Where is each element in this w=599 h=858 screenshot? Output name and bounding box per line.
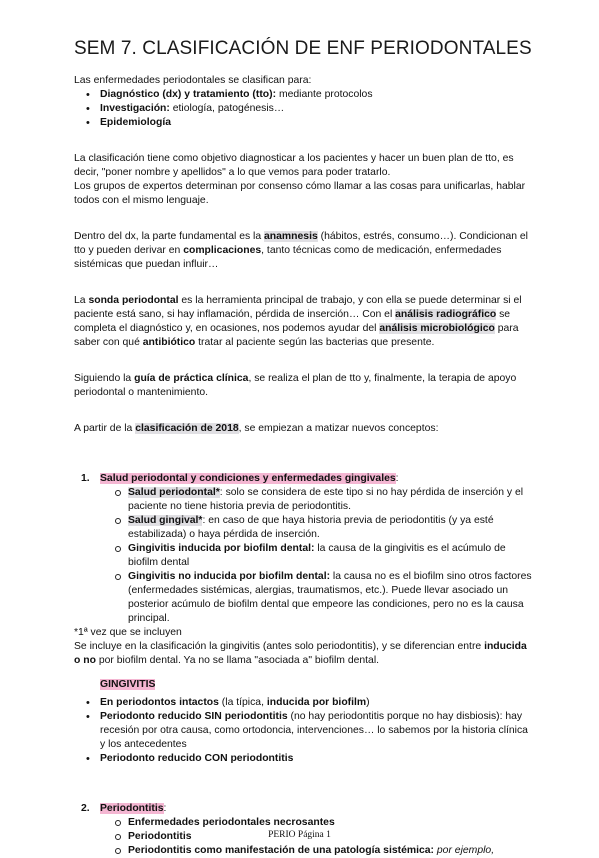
- section-number: 2.: [81, 803, 90, 814]
- page-title: SEM 7. CLASIFICACIÓN DE ENF PERIODONTALES: [74, 38, 532, 59]
- list-item: Enfermedades periodontales necrosantes: [128, 816, 534, 830]
- section-heading: Periodontitis: [100, 803, 164, 814]
- section-1: [74, 472, 534, 626]
- paragraph-2018: A partir de la clasificación de 2018, se empiezan a matizar nuevos conceptos:: [74, 423, 439, 434]
- paragraph-guia: Siguiendo la guía de práctica clínica, se realiza el plan de tto y, finalmente, la terapia de apoyo periodontal o mantenimiento.: [74, 373, 517, 398]
- section-heading: Salud periodontal y condiciones y enfermedades gingivales: [100, 473, 396, 484]
- list-item: • Investigación: etiología, patogénesis…: [100, 102, 534, 116]
- list-item: Periodontitis como manifestación de una patología sistémica: por ejemplo,: [128, 844, 534, 858]
- intro-text: Las enfermedades periodontales se clasifican para:: [74, 75, 312, 86]
- note-first-time: *1ª vez que se incluyen: [74, 627, 182, 638]
- section-number: 1.: [81, 473, 90, 484]
- list-item: Gingivitis inducida por biofilm dental: la causa de la gingivitis es el acúmulo de biofilm dental: [128, 542, 534, 570]
- list-item: • Epidemiología: [100, 116, 534, 130]
- list-item: • Periodonto reducido SIN periodontitis (no hay periodontitis porque no hay disbiosis): hay recesión por otra causa, como ortodoncia, intervenciones… lo sabemos por la historia clínica y los antecedentes: [100, 710, 534, 752]
- paragraph-classification: La clasificación tiene como objetivo diagnosticar a los pacientes y hacer un buen plan de tto, es decir, "poner nombre y apellidos" a lo que vemos para poder tratarlo. Los grupos de expertos determinan por consenso cómo llamar a las cosas para unificarlas, hablar todos con el mismo lenguaje.: [74, 153, 526, 206]
- document-body: [74, 74, 534, 858]
- list-item: Gingivitis no inducida por biofilm dental: la causa no es el biofilm sino otros factores (enfermedades sistémicas, alergias, traumatismos, etc.). Puede llevar asociado un posterior acúmulo de biofilm dental que empeore las condiciones, pero no es la causa principal.: [128, 570, 534, 626]
- gingivitis-heading: GINGIVITIS: [100, 679, 156, 690]
- gingivitis-list: [74, 696, 534, 766]
- page-footer: PERIO Página 1: [268, 830, 331, 840]
- list-item: Salud periodontal*: solo se considera de este tipo si no hay pérdida de inserción y el paciente no tiene historia previa de periodontitis.: [128, 486, 534, 514]
- list-item: • En periodontos intactos (la típica, inducida por biofilm): [100, 696, 534, 710]
- paragraph-anamnesis: Dentro del dx, la parte fundamental es la anamnesis (hábitos, estrés, consumo…). Condicionan el tto y pueden derivar en complicaciones, tanto técnicas como de medicación, enfermedades sistémicas que puedan influir…: [74, 231, 528, 270]
- list-item: Periodontitis: [128, 830, 534, 844]
- intro-list: [74, 88, 534, 130]
- paragraph-sonda: La sonda periodontal es la herramienta principal de trabajo, y con ella se puede determinar si el paciente está sano, si hay inflamación, pérdida de inserción… Con el análisis radiográfico se completa el diagnóstico y, en ocasiones, nos podemos ayudar del análisis microbiológico para saber con qué antibiótico tratar al paciente según las bacterias que presente.: [74, 295, 522, 348]
- list-item: • Periodonto reducido CON periodontitis: [100, 752, 534, 766]
- list-item: • Diagnóstico (dx) y tratamiento (tto): mediante protocolos: [100, 88, 534, 102]
- section-1-sublist: [100, 486, 534, 626]
- section-1-item: 1. Salud periodontal y condiciones y enfermedades gingivales: Salud periodontal*: solo se considera de este tipo si no hay pérdida de inserción y el paciente no tiene historia previa de periodontitis. Salud gingival*: en caso de que haya historia previa de periodontitis (y ya esté estabilizada) o haya pérdida de inserción. Gingivitis inducida por biofilm dental: la causa de la gingivitis es el acúmulo de biofilm dental Gingivitis no inducida por biofilm dental: la causa no es el biofilm sino otros factores (enfermedades sistémicas, alergias, traumatismos, etc.). Puede llevar asociado un posterior acúmulo de biofilm dental que empeore las condiciones, pero no es la causa principal.: [74, 472, 534, 626]
- list-item: Salud gingival*: en caso de que haya historia previa de periodontitis (y ya esté estabilizada) o haya pérdida de inserción.: [128, 514, 534, 542]
- section-2-item: 2. Periodontitis: Enfermedades periodontales necrosantes Periodontitis Periodontitis como manifestación de una patología sistémica: por ejemplo,: [74, 802, 534, 858]
- note-text: Se incluye en la clasificación la gingivitis (antes solo periodontitis), y se diferencian entre inducida o no por biofilm dental. Ya no se llama "asociada a" biofilm dental.: [74, 641, 527, 666]
